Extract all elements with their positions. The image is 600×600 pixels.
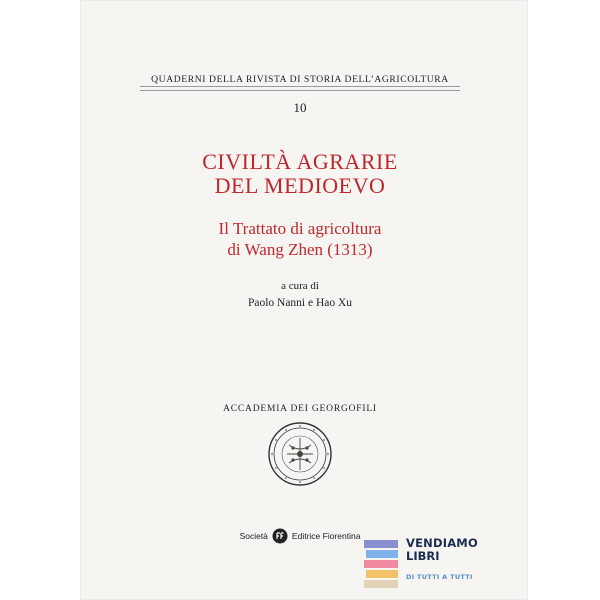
- book-subtitle: [120, 218, 480, 260]
- series-rule-bottom: [140, 90, 460, 91]
- series-title: QUADERNI DELLA RIVISTA DI STORIA DELL’AGRICOLTURA: [151, 74, 449, 85]
- publisher-name-right: Editrice Fiorentina: [291, 531, 361, 541]
- editors-names: Paolo Nanni e Hao Xu: [247, 297, 353, 309]
- badge-line-1: VENDIAMO: [406, 536, 478, 550]
- volume-number: 10: [293, 100, 307, 115]
- curated-by-label: a cura di: [281, 280, 319, 292]
- subtitle-line-2: di Wang Zhen (1313): [227, 240, 373, 259]
- academy-name: ACCADEMIA DEI GEORGOFILI: [223, 404, 377, 414]
- publisher-logo-icon: [272, 528, 288, 544]
- book-stack-icon: [362, 538, 402, 590]
- academy-seal-icon: [267, 421, 333, 487]
- publisher-name-left: Società: [239, 531, 268, 541]
- vendiamo-libri-badge: [362, 534, 482, 594]
- subtitle-line-1: Il Trattato di agricoltura: [218, 219, 382, 238]
- title-line-1: CIVILTÀ AGRARIE: [202, 149, 398, 174]
- badge-line-2: LIBRI: [406, 549, 440, 563]
- book-title: [120, 150, 480, 198]
- badge-tagline: DI TUTTI A TUTTI: [406, 573, 473, 581]
- title-line-2: DEL MEDIOEVO: [214, 173, 386, 198]
- series-rule-top: [140, 86, 460, 87]
